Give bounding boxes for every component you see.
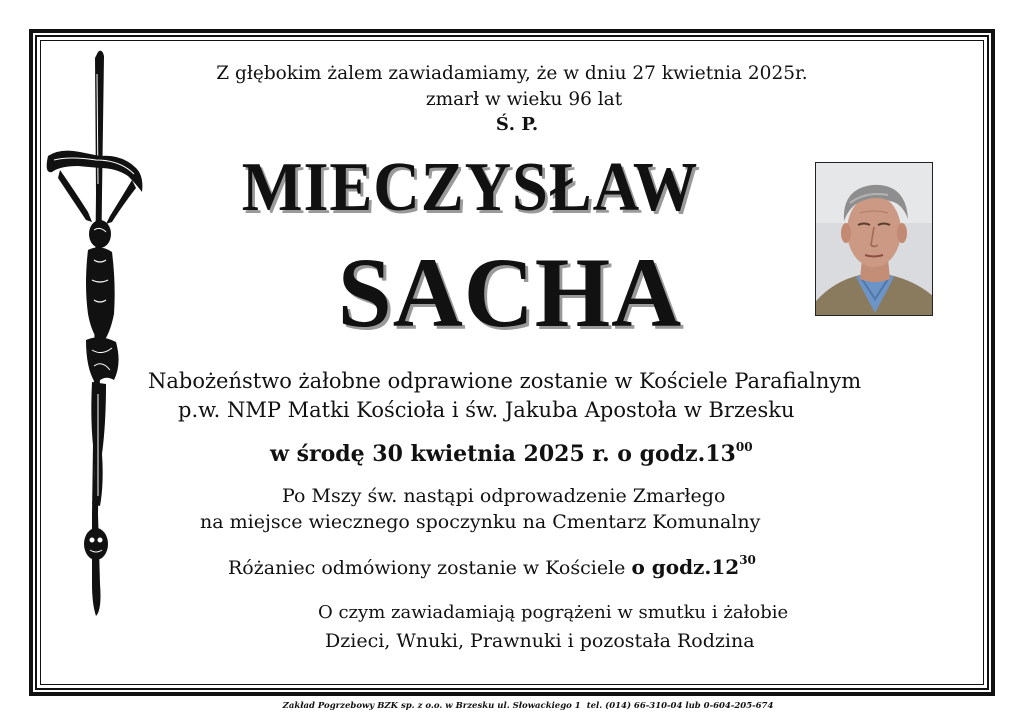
service-date-text: w środę 30 kwietnia 2025 r. o godz.13 bbox=[270, 441, 736, 467]
intro-line-1: Z głębokim żalem zawiadamiamy, że w dniu 27 kwietnia 2025r. bbox=[216, 63, 808, 84]
prefix-sp: Ś. P. bbox=[495, 114, 539, 135]
inner-border bbox=[40, 40, 984, 685]
rosary-time-minutes: 30 bbox=[739, 553, 756, 567]
intro-line-2: zmarł w wieku 96 lat bbox=[425, 89, 623, 110]
footer bbox=[0, 701, 1024, 711]
footer-company: Zakład Pogrzebowy BZK sp. z o.o. w Brzesku ul. Słowackiego 1 bbox=[282, 701, 581, 711]
family-line-1: O czym zawiadamiają pogrążeni w smutku i żałobie bbox=[318, 602, 789, 623]
footer-phone: tel. (014) 66-310-04 lub 0-604-205-674 bbox=[586, 701, 774, 711]
portrait-photo bbox=[815, 162, 933, 316]
first-name: MIECZYSŁAW bbox=[241, 149, 699, 226]
family-line-2: Dzieci, Wnuki, Prawnuki i pozostała Rodzina bbox=[325, 630, 755, 652]
burial-line-2: na miejsce wiecznego spoczynku na Cmentarz Komunalny bbox=[200, 511, 761, 533]
service-line-1: Nabożeństwo żałobne odprawione zostanie w Kościele Parafialnym bbox=[148, 369, 862, 393]
rosary-line bbox=[228, 553, 756, 579]
service-date bbox=[270, 440, 753, 467]
service-line-2: p.w. NMP Matki Kościoła i św. Jakuba Apostoła w Brzesku bbox=[178, 398, 795, 422]
burial-line-1: Po Mszy św. nastąpi odprowadzenie Zmarłego bbox=[282, 485, 726, 507]
rosary-text: Różaniec odmówiony zostanie w Kościele bbox=[228, 557, 632, 579]
rosary-time: o godz.12 bbox=[631, 555, 740, 579]
last-name: SACHA bbox=[337, 237, 683, 348]
service-date-minutes: 00 bbox=[735, 440, 753, 454]
